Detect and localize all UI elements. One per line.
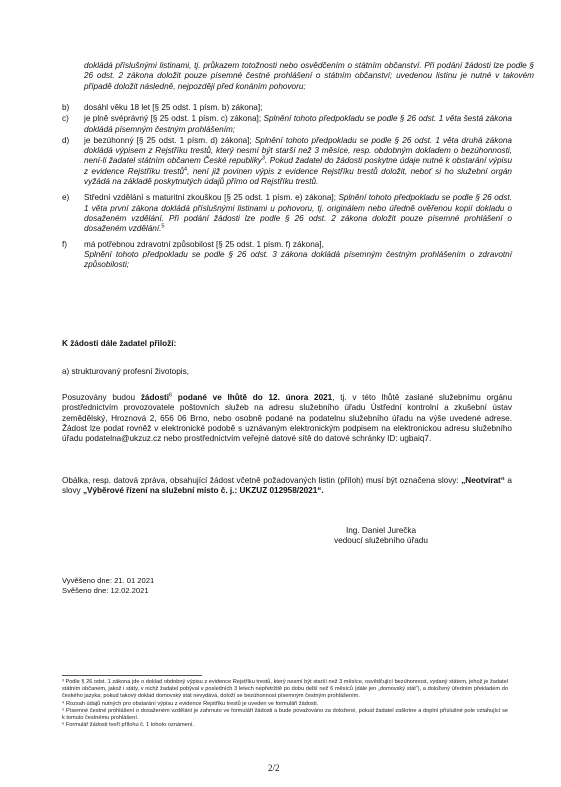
- attachments-heading: K žádosti dále žadatel přiloží:: [62, 339, 177, 348]
- list-italic-2: . Pokud žadatel do žádosti poskytne údaje nutné k obstarání výpisu z evidence Rejstříku trestů: [84, 156, 512, 176]
- list-item-d: [62, 136, 512, 187]
- envelope-paragraph: [62, 476, 512, 497]
- submission-paragraph: [62, 393, 512, 444]
- posted-date: Vyvěšeno dne: 21. 01 2021: [62, 576, 155, 585]
- list-text: je plně svéprávný [§ 25 odst. 1 písm. c) zákona];: [84, 114, 264, 124]
- list-text: má potřebnou zdravotní způsobilost [§ 25 odst. 1 písm. f) zákona],: [84, 239, 324, 249]
- para-bold: „Neotvírat“: [461, 476, 505, 485]
- list-text: Střední vzdělání s maturitní zkouškou [§ 25 odst. 1 písm. e) zákona];: [84, 193, 339, 203]
- list-item-c: [62, 114, 512, 135]
- list-italic: Splnění tohoto předpokladu se podle § 26 odst. 3 zákona dokládá písemným čestným prohlášením o zdravotní způsobilosti;: [84, 249, 512, 270]
- intro-continuation: [62, 61, 534, 92]
- footnotes: [62, 679, 508, 729]
- list-text: dosáhl věku 18 let [§ 25 odst. 1 písm. b) zákona];: [84, 103, 263, 112]
- page-number: 2/2: [268, 763, 280, 773]
- footnote-4: ⁴ Rozsah údajů nutných pro obstarání výpisu z evidence Rejstříku trestů je uveden ve formuláři žádosti.: [62, 700, 319, 707]
- footnote-ref-3: 3: [261, 155, 265, 162]
- footnote-3: ³ Podle § 26 odst. 1 zákona jde o doklad obdobný výpisu z evidence Rejstříku trestů, který nesmí být starší než 3 měsíce, osvědčující bezúhonnost, vydaný státem, jehož je žadatel státním občanem, jakož i státy, v nichž žadatel pobýval v posledních 3 letech nepřetržitě po dobu delší než 6 měsíců (dále jen „domovský stát“), a doložený úředním překladem do českého jazyka; pokud takový doklad domovský stát nevydává, doloží se bezúhonnost písemným čestným prohlášením.: [62, 679, 508, 700]
- list-marker: f): [62, 239, 68, 249]
- posting-dates: [62, 576, 154, 596]
- requirements-list: [62, 103, 512, 270]
- removed-date: Svěšeno dne: 12.02.2021: [62, 586, 149, 595]
- signature-block: [316, 526, 446, 547]
- list-marker: e): [62, 193, 70, 203]
- list-marker: c): [62, 114, 69, 124]
- footnote-separator: [62, 675, 202, 676]
- list-item-b: [62, 103, 512, 113]
- list-item-f: [62, 240, 512, 271]
- footnote-5: ⁵ Písemné čestné prohlášení o dosaženém vzdělání je zahrnuto ve formuláři žádosti a bude považováno za doložené, pokud žadatel zaškrtne a doplní příslušné pole vztahující se k tomuto čestnému prohlášení.: [62, 707, 508, 722]
- list-italic: Splnění tohoto předpokladu se podle § 26 odst. 1 věta první zákona dokládá příslušnými listinami u pohovoru, tj. originálem nebo úředně ověřenou kopií dokladu o dosaženém vzdělání. Při podání žádosti lze podle § 26 odst. 2 zákona doložit pouze písemné prohlášení o dosaženém vzdělání.: [84, 193, 512, 234]
- list-text: je bezúhonný [§ 25 odst. 1 písm. d) zákona];: [84, 135, 255, 145]
- attachment-item-a: a) strukturovaný profesní životopis,: [62, 367, 189, 376]
- intro-text: dokládá příslušnými listinami, tj. průkazem totožnosti nebo osvědčením o státním občanství. Při podání žádosti lze podle § 26 odst. 2 zákona doložit pouze písemné čestné prohlášení o státním občanství; uvedenou listinu je nutné v takovém případě doložit následně, nejpozději před konáním pohovoru;: [84, 61, 534, 91]
- para-bold-2: „Výběrové řízení na služební místo č. j.: UKZUZ 012958/2021“.: [82, 486, 324, 496]
- list-italic: Splnění tohoto předpokladu se podle § 26 odst. 1 věta šestá zákona dokládá písemným čestným prohlášením;: [84, 114, 512, 134]
- signatory-title: vedoucí služebního úřadu: [334, 536, 428, 546]
- footnote-ref-5: 5: [161, 223, 165, 230]
- signatory-name: Ing. Daniel Jurečka: [345, 526, 417, 535]
- para-text-2: , tj. v této lhůtě zaslané služebnímu orgánu prostřednictvím provozovatele poštovních služeb na adresu služebního úřadu Ústřední kontrolní a zkušební ústav zemědělský, Hroznová 2, 656 06 Brno, nebo osobně podané na podatelnu služebního úřadu na výše uvedené adrese. Žádost lze podat rovněž v elektronické podobě s uznávaným elektronickým podpisem na elektronickou adresu služebního úřadu podatelna@ukzuz.cz nebo prostřednictvím veřejné datové sítě do datové schránky ID: ugbaiq7.: [62, 393, 513, 444]
- list-item-e: [62, 193, 512, 234]
- para-text: Posuzovány budou: [62, 393, 141, 402]
- list-marker: b): [62, 103, 70, 112]
- para-text: Obálka, resp. datová zpráva, obsahující žádost včetně požadovaných listin (příloh) musí být označena slovy:: [62, 476, 462, 485]
- footnote-6: ⁶ Formulář žádosti tvoří přílohu č. 1 tohoto oznámení.: [62, 722, 194, 729]
- para-deadline: podané ve lhůtě do 12. února 2021: [172, 393, 333, 402]
- footnote-ref-6: 6: [169, 392, 173, 399]
- para-text-2: a slovy: [62, 476, 512, 496]
- list-italic-3: , není již povinen výpis z evidence Rejstříku trestů doložit, neboť si ho služební orgán vyžádá na základě poskytnutých údajů přímo od Rejstříku trestů.: [84, 166, 512, 187]
- para-bold: žádosti: [140, 393, 170, 402]
- list-marker: d): [62, 135, 70, 145]
- footnote-ref-4: 4: [184, 166, 188, 173]
- list-italic: Splnění tohoto předpokladu se podle § 26 odst. 1 věta druhá zákona dokládá výpisem z Rejstříku trestů, který nesmí být starší než 3 měsíce, resp. obdobným dokladem o bezúhonnosti, není-li žadatel státním občanem České republiky: [84, 135, 512, 166]
